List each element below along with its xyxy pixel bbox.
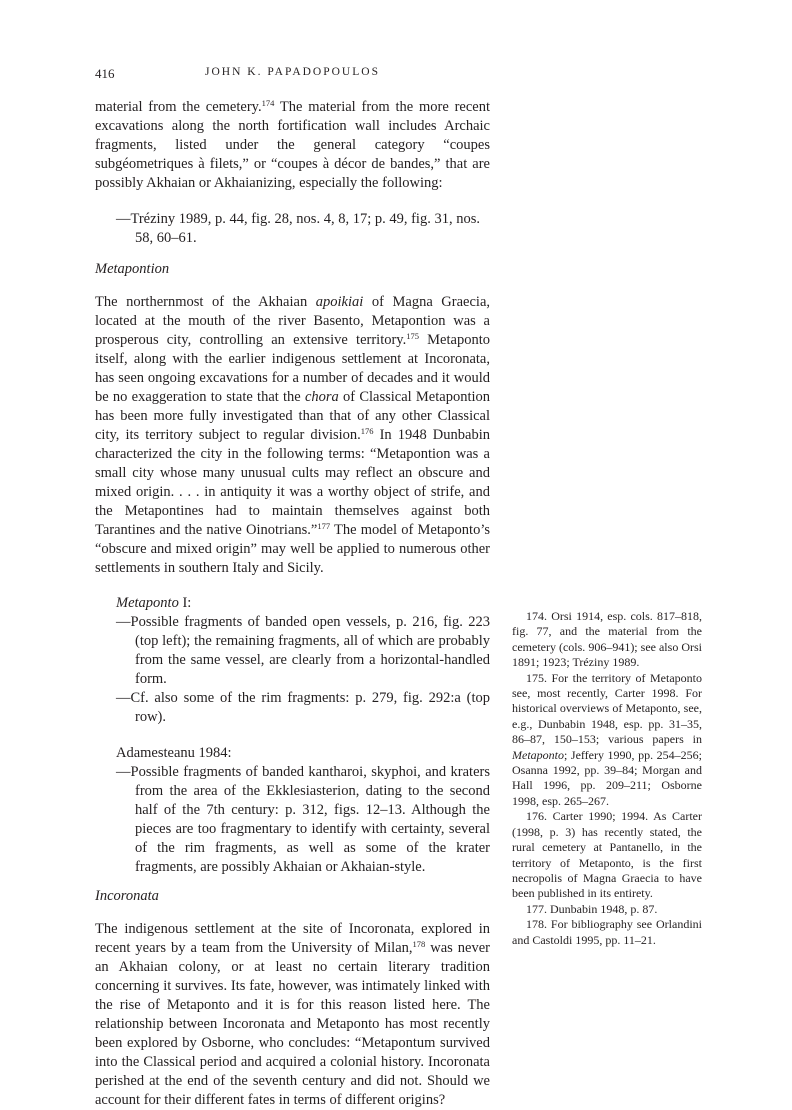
footnotes-column bbox=[512, 609, 702, 948]
running-head-author: JOHN K. PAPADOPOULOS bbox=[205, 66, 380, 78]
text-run: was never an Akhaian colony, or at least no certain literary tradition concerning it survives. Its fate, however, was intimately linked with the rise of Metaponto and it is for this reason listed here. The relationship between Incoronata and Metaponto has most recently been explored by Osborne, who concludes: “Metapontum survived into the Classical period and acquired a colonial history. Incoronata perished at the end of the seventh century and did not. Should we account for their different fates in terms of different origins? bbox=[95, 940, 490, 1108]
footnote-177: 177. Dunbabin 1948, p. 87. bbox=[526, 901, 658, 916]
running-header bbox=[95, 66, 490, 84]
text-run: ; Jeffery 1990, pp. 254–256; Osanna 1992, pp. 39–84; Morgan and Hall 1996, pp. 209–211; Osborne 1998, esp. 265–267. bbox=[512, 747, 702, 808]
text-run: of Classical Metapontion has been more fully investigated than that of any other Classical city, its territory subject to regular division. bbox=[95, 389, 491, 443]
main-text-column bbox=[95, 98, 490, 1110]
text-run: material from the cemetery. bbox=[95, 99, 262, 115]
section-heading-metapontion: Metapontion bbox=[95, 261, 170, 277]
text-run: The material from the more recent excavations along the north fortification wall includes Archaic fragments, listed under the general category “coupes subgéometriques à filets,” or “coupes à décor de bandes,” that are possibly Akhaian or Akhaianizing, especially the following: bbox=[95, 99, 490, 191]
footnote-175 bbox=[512, 671, 702, 810]
italic-term: apoikiai bbox=[315, 294, 364, 310]
footnote-ref-177: 177 bbox=[317, 521, 331, 531]
footnote-ref-175: 175 bbox=[406, 331, 419, 341]
list-item: —Possible fragments of banded open vessels, p. 216, fig. 223 (top left); the remaining fragments, all of which are probably from the same vessel, are clearly from a horizontal-handled form. bbox=[116, 614, 490, 687]
footnote-174: 174. Orsi 1914, esp. cols. 817–818, fig. 77, and the material from the cemetery (cols. 906–941); see also Orsi 1891; 1923; Tréziny 1989. bbox=[512, 609, 702, 670]
list-heading-adamesteanu: Adamesteanu 1984: bbox=[116, 745, 232, 761]
footnote-176: 176. Carter 1990; 1994. As Carter (1998, p. 3) has recently stated, the rural cemetery at Pantanello, in the territory of Metaponto, is the first necropolis of Magna Graecia to have been published in its entirety. bbox=[512, 809, 702, 901]
paragraph-1 bbox=[95, 98, 490, 193]
text-run: Metaponto itself, along with the earlier indigenous settlement at Incoronata, has seen ongoing excavations for a number of decades and it would be no exaggeration to state that the bbox=[95, 332, 490, 405]
paragraph-2 bbox=[95, 293, 490, 578]
text-run: The indigenous settlement at the site of Incoronata, explored in recent years by a team from the University of Milan, bbox=[95, 921, 490, 956]
italic-term: Metaponto bbox=[512, 747, 564, 762]
text-run: The model of Metaponto’s “obscure and mixed origin” may well be applied to numerous other settlements in southern Italy and Sicily. bbox=[95, 522, 490, 576]
reference-treziny: —Tréziny 1989, p. 44, fig. 28, nos. 4, 8, 17; p. 49, fig. 31, nos. 58, 60–61. bbox=[116, 211, 480, 246]
footnote-ref-174: 174 bbox=[261, 98, 275, 108]
text-run: 175. For the territory of Metaponto see, most recently, Carter 1998. For historical overviews of Metaponto, see, e.g., Dunbabin 1948, esp. pp. 31–35, 86–87, 150–153; various papers in bbox=[512, 670, 702, 747]
footnote-178: 178. For bibliography see Orlandini and Castoldi 1995, pp. 11–21. bbox=[512, 917, 702, 947]
text-run: The northernmost of the Akhaian bbox=[95, 294, 316, 310]
text-run: I: bbox=[178, 595, 192, 611]
footnote-ref-178: 178 bbox=[412, 939, 426, 949]
italic-term: Metaponto bbox=[116, 595, 179, 611]
section-heading-incoronata: Incoronata bbox=[95, 888, 159, 904]
list-item: —Cf. also some of the rim fragments: p. 279, fig. 292:a (top row). bbox=[116, 690, 490, 725]
paragraph-3 bbox=[95, 920, 490, 1110]
list-item: —Possible fragments of banded kantharoi, skyphoi, and kraters from the area of the Ekklesiasterion, dating to the second half of the 7th century: p. 312, figs. 12–13. Although the pieces are too fragmentary to identify with certainty, several of the rim fragments, as well as some of the krater fragments, are possibly Akhaian or Akhaian-style. bbox=[116, 764, 490, 875]
list-heading-metaponto bbox=[95, 594, 490, 613]
italic-term: chora bbox=[304, 389, 339, 405]
text-run: In 1948 Dunbabin characterized the city in the following terms: “Metapontion was a small city whose many unusual cults may reflect an obscure and mixed origin. . . . in antiquity it was a worthy object of strife, and the Metapontines had to maintain themselves against both Tarantines and the native Oinotrians.” bbox=[95, 427, 490, 538]
footnote-ref-176: 176 bbox=[360, 426, 374, 436]
text-run: of Magna Graecia, located at the mouth of the river Basento, Metapontion was a prosperous city, controlling an extensive territory. bbox=[95, 294, 491, 348]
page-number: 416 bbox=[95, 66, 115, 81]
